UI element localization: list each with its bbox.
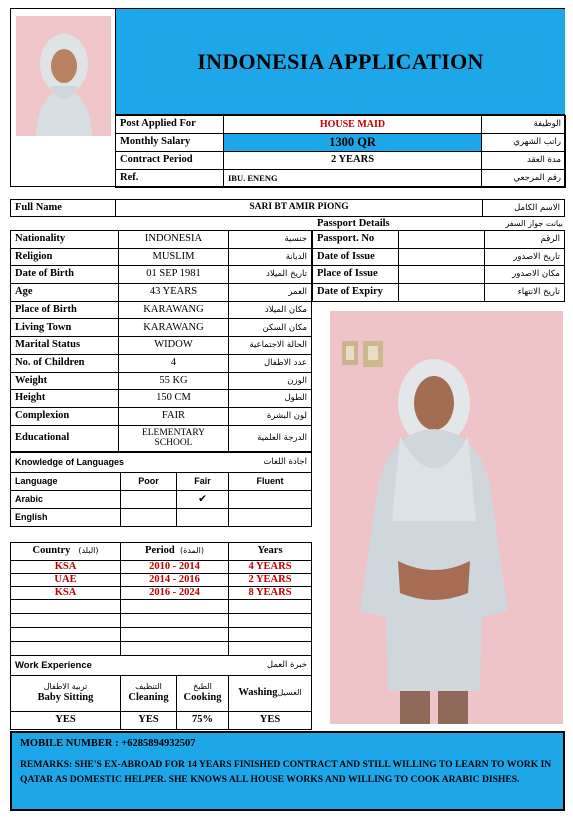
issue-date-arabic: تاريخ الاصدور <box>485 248 565 266</box>
languages-header-fair: Fair <box>177 473 229 491</box>
expiry-date-label: Date of Expiry <box>313 284 399 302</box>
contract-period-arabic: مدة العقد <box>482 152 566 170</box>
experience-years: 8 YEARS <box>229 587 312 600</box>
issue-date-label: Date of Issue <box>313 248 399 266</box>
languages-title-arabic: اجادة اللغات <box>177 453 312 473</box>
mobile-number: MOBILE NUMBER : +6285894932507 <box>20 738 196 749</box>
religion-label: Religion <box>11 248 119 266</box>
living-town-label: Living Town <box>11 319 119 337</box>
passport-no-label: Passport. No <box>313 231 399 249</box>
religion-value: MUSLIM <box>119 248 229 266</box>
height-label: Height <box>11 390 119 408</box>
issue-place-value <box>399 266 485 284</box>
monthly-salary-label: Monthly Salary <box>116 134 224 152</box>
complexion-arabic: لون البشرة <box>229 407 312 425</box>
header-table <box>115 115 566 188</box>
issue-place-label: Place of Issue <box>313 266 399 284</box>
age-label: Age <box>11 284 119 302</box>
language-english: English <box>11 509 121 527</box>
experience-country: KSA <box>11 561 121 574</box>
experience-country: KSA <box>11 587 121 600</box>
place-of-birth-arabic: مكان الميلاد <box>229 301 312 319</box>
experience-years: 4 YEARS <box>229 561 312 574</box>
work-experience-arabic: خبرة العمل <box>229 656 312 676</box>
passport-no-value <box>399 231 485 249</box>
skill-baby-sitting-value: YES <box>11 712 121 730</box>
weight-label: Weight <box>11 372 119 390</box>
language-arabic-fair-check: ✔ <box>177 491 229 509</box>
children-value: 4 <box>119 354 229 372</box>
skill-cooking-value: 75% <box>177 712 229 730</box>
language-arabic: Arabic <box>11 491 121 509</box>
language-english-fluent <box>229 509 312 527</box>
footer-block <box>10 731 565 811</box>
language-english-fair <box>177 509 229 527</box>
personal-table <box>10 230 312 452</box>
living-town-arabic: مكان السكن <box>229 319 312 337</box>
monthly-salary-value: 1300 QR <box>224 134 482 152</box>
experience-table <box>10 542 312 656</box>
work-experience-label: Work Experience <box>11 656 229 676</box>
expiry-date-arabic: تاريخ الانتهاء <box>485 284 565 302</box>
marital-status-label: Marital Status <box>11 337 119 355</box>
place-of-birth-value: KARAWANG <box>119 301 229 319</box>
language-arabic-fluent <box>229 491 312 509</box>
post-applied-arabic: الوظيفة <box>482 116 566 134</box>
skill-cleaning-value: YES <box>121 712 177 730</box>
age-arabic: العمر <box>229 284 312 302</box>
page-title: INDONESIA APPLICATION <box>197 48 484 74</box>
experience-header-years: Years <box>229 543 312 561</box>
skill-cooking: الطبخ Cooking <box>177 676 229 712</box>
header-block <box>10 8 565 187</box>
issue-place-arabic: مكان الاصدور <box>485 266 565 284</box>
languages-header-poor: Poor <box>121 473 177 491</box>
monthly-salary-arabic: راتب الشهري <box>482 134 566 152</box>
experience-period: 2014 - 2016 <box>121 574 229 587</box>
ref-value: IBU. ENENG <box>224 170 482 188</box>
expiry-date-value <box>399 284 485 302</box>
languages-title: Knowledge of Languages <box>11 453 177 473</box>
place-of-birth-label: Place of Birth <box>11 301 119 319</box>
religion-arabic: الديانة <box>229 248 312 266</box>
marital-status-value: WIDOW <box>119 337 229 355</box>
passport-no-arabic: الرقم <box>485 231 565 249</box>
marital-status-arabic: الحالة الاجتماعية <box>229 337 312 355</box>
complexion-label: Complexion <box>11 407 119 425</box>
children-arabic: عدد الاطفال <box>229 354 312 372</box>
education-value: ELEMENTARY SCHOOL <box>119 425 229 451</box>
languages-table <box>10 452 312 527</box>
passport-table <box>312 230 565 302</box>
language-arabic-poor <box>121 491 177 509</box>
ref-arabic: رقم المرجعي <box>482 170 566 188</box>
remarks-text: REMARKS: SHE'S EX-ABROAD FOR 14 YEARS FINISHED CONTRACT AND STILL WILLING TO LEARN TO WORK IN QATAR AS DOMESTIC HELPER. SHE KNOWS ALL HOUSE WORKS AND WILLING TO COOK ARABIC DISHES. <box>20 759 552 785</box>
children-label: No. of Children <box>11 354 119 372</box>
skill-washing-value: YES <box>229 712 312 730</box>
passport-title-row <box>312 216 565 231</box>
languages-header-language: Language <box>11 473 121 491</box>
experience-period: 2010 - 2014 <box>121 561 229 574</box>
full-name-row <box>10 199 565 217</box>
contract-period-label: Contract Period <box>116 152 224 170</box>
nationality-value: INDONESIA <box>119 231 229 249</box>
dob-value: 01 SEP 1981 <box>119 266 229 284</box>
full-name-value: SARI BT AMIR PIONG <box>116 200 483 217</box>
post-applied-label: Post Applied For <box>116 116 224 134</box>
full-name-arabic: الاسم الكامل <box>483 200 565 217</box>
nationality-label: Nationality <box>11 231 119 249</box>
languages-header-fluent: Fluent <box>229 473 312 491</box>
passport-title: Passport Details <box>317 218 390 229</box>
weight-arabic: الوزن <box>229 372 312 390</box>
skill-baby-sitting: تربية الاطفال Baby Sitting <box>11 676 121 712</box>
post-applied-value: HOUSE MAID <box>224 116 482 134</box>
experience-period: 2016 - 2024 <box>121 587 229 600</box>
experience-header-period: Period (المدة) <box>121 543 229 561</box>
education-label: Educational <box>11 425 119 451</box>
language-english-poor <box>121 509 177 527</box>
height-value: 150 CM <box>119 390 229 408</box>
work-experience-table <box>10 655 312 730</box>
contract-period-value: 2 YEARS <box>224 152 482 170</box>
full-body-photo <box>330 311 563 724</box>
experience-country: UAE <box>11 574 121 587</box>
passport-title-arabic: بيانت جواز السفر <box>505 219 563 228</box>
dob-arabic: تاريخ الميلاد <box>229 266 312 284</box>
living-town-value: KARAWANG <box>119 319 229 337</box>
age-value: 43 YEARS <box>119 284 229 302</box>
experience-header-country: Country (البلد) <box>11 543 121 561</box>
experience-years: 2 YEARS <box>229 574 312 587</box>
skill-washing: Washingالغسيل <box>229 676 312 712</box>
nationality-arabic: جنسية <box>229 231 312 249</box>
issue-date-value <box>399 248 485 266</box>
full-name-label: Full Name <box>11 200 116 217</box>
complexion-value: FAIR <box>119 407 229 425</box>
dob-label: Date of Birth <box>11 266 119 284</box>
ref-label: Ref. <box>116 170 224 188</box>
education-arabic: الدرجة العلمية <box>229 425 312 451</box>
title-banner <box>115 9 565 115</box>
weight-value: 55 KG <box>119 372 229 390</box>
skill-cleaning: التنظيف Cleaning <box>121 676 177 712</box>
portrait-photo <box>16 16 111 136</box>
height-arabic: الطول <box>229 390 312 408</box>
